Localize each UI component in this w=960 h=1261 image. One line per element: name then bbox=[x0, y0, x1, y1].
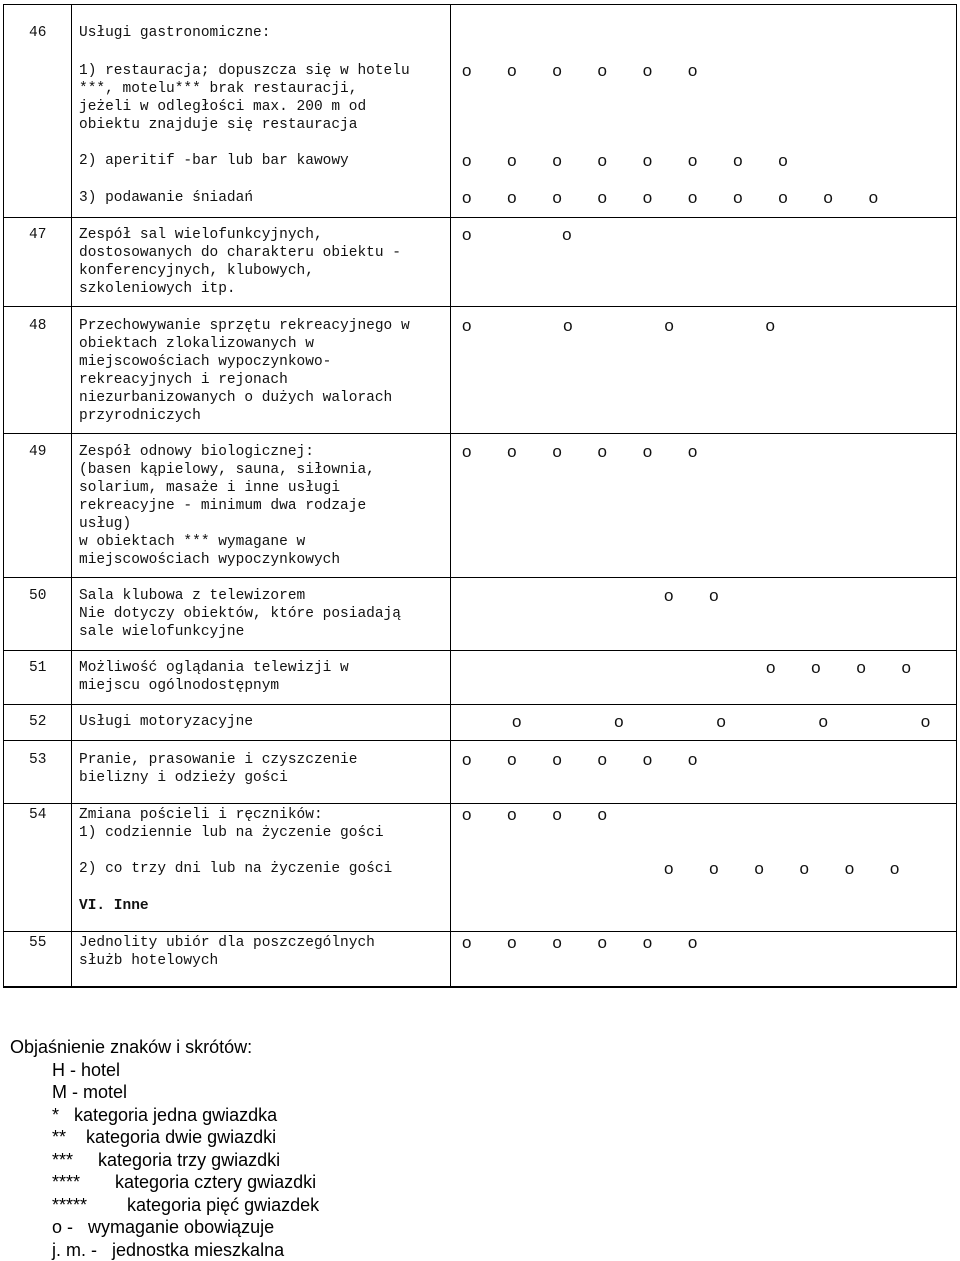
requirement-marks: o o o o o o o o bbox=[462, 151, 788, 170]
row-description: Zespół odnowy biologicznej: (basen kąpielowy, sauna, siłownia, solarium, masaże i inne usługi rekreacyjne - minimum dwa rodzaje usług) w obiektach *** wymagane w miejscowościach wypoczynkowych bbox=[79, 444, 375, 568]
requirement-marks: o o o o o o o o o o bbox=[462, 188, 879, 207]
row-description: 3) podawanie śniadań bbox=[79, 190, 254, 206]
row-number: 51 bbox=[29, 660, 47, 676]
column-divider-description bbox=[450, 4, 451, 988]
legend-item: H - hotel bbox=[52, 1059, 121, 1080]
legend-item: * kategoria jedna gwiazdka bbox=[52, 1104, 278, 1125]
legend-item: ** kategoria dwie gwiazdki bbox=[52, 1127, 277, 1147]
row-number: 46 bbox=[29, 25, 47, 41]
legend-item: M - motel bbox=[52, 1082, 128, 1102]
table-border-top bbox=[3, 4, 957, 5]
row-description: Pranie, prasowanie i czyszczenie bielizny i odzieży gości bbox=[79, 752, 358, 786]
row-divider bbox=[3, 931, 957, 932]
legend bbox=[10, 1036, 319, 1261]
row-divider bbox=[3, 433, 957, 434]
requirement-marks: o o o o o o bbox=[462, 442, 698, 461]
table-border-right bbox=[956, 4, 957, 988]
row-number: 47 bbox=[29, 227, 47, 243]
row-divider bbox=[3, 803, 957, 804]
row-number: 52 bbox=[29, 714, 47, 730]
row-description: Usługi motoryzacyjne bbox=[79, 714, 254, 730]
legend-item: j. m. - jednostka mieszkalna bbox=[52, 1239, 285, 1260]
requirement-marks: o o o o o o bbox=[462, 61, 698, 80]
row-divider bbox=[3, 704, 957, 705]
legend-item: ***** kategoria pięć gwiazdek bbox=[52, 1194, 320, 1215]
requirement-marks: o o o o o o bbox=[664, 859, 900, 878]
row-number: 49 bbox=[29, 444, 47, 460]
row-divider bbox=[3, 217, 957, 218]
row-description: 2) co trzy dni lub na życzenie gości bbox=[79, 861, 393, 877]
row-divider bbox=[3, 740, 957, 741]
row-description: Usługi gastronomiczne: bbox=[79, 25, 271, 41]
column-divider-number bbox=[71, 4, 72, 988]
legend-item: **** kategoria cztery gwiazdki bbox=[52, 1172, 317, 1192]
row-description: Jednolity ubiór dla poszczególnych służb hotelowych bbox=[79, 935, 375, 969]
table-border-left bbox=[3, 4, 4, 988]
row-description: Przechowywanie sprzętu rekreacyjnego w obiektach zlokalizowanych w miejscowościach wypoczynkowo- rekreacyjnych i rejonach niezurbanizowanych o dużych walorach przyrodniczych bbox=[79, 318, 410, 424]
requirement-marks: o o bbox=[462, 225, 572, 244]
requirement-marks: o o o o o bbox=[512, 712, 931, 731]
row-description: 1) restauracja; dopuszcza się w hotelu ***, motelu*** brak restauracji, jeżeli w odległości max. 200 m od obiektu znajduje się restauracja bbox=[79, 63, 410, 133]
section-heading: VI. Inne bbox=[79, 898, 149, 914]
row-number: 54 bbox=[29, 807, 47, 823]
requirement-marks: o o bbox=[664, 586, 719, 605]
row-divider bbox=[3, 577, 957, 578]
row-description: Zmiana pościeli i ręczników: 1) codziennie lub na życzenie gości bbox=[79, 807, 384, 841]
requirement-marks: o o o o bbox=[462, 805, 607, 824]
row-divider bbox=[3, 306, 957, 307]
legend-item: o - wymaganie obowiązuje bbox=[52, 1217, 275, 1237]
row-description: Zespół sal wielofunkcyjnych, dostosowanych do charakteru obiektu - konferencyjnych, klubowych, szkoleniowych itp. bbox=[79, 227, 401, 297]
legend-title: Objaśnienie znaków i skrótów: bbox=[10, 1037, 253, 1057]
requirement-marks: o o o o o o bbox=[462, 933, 698, 952]
row-description: Sala klubowa z telewizorem Nie dotyczy obiektów, które posiadają sale wielofunkcyjne bbox=[79, 588, 401, 640]
table-border-bottom bbox=[3, 986, 957, 988]
requirement-marks: o o o o bbox=[462, 316, 775, 335]
row-number: 53 bbox=[29, 752, 47, 768]
row-number: 55 bbox=[29, 935, 47, 951]
row-number: 50 bbox=[29, 588, 47, 604]
legend-item: *** kategoria trzy gwiazdki bbox=[52, 1149, 281, 1170]
row-divider bbox=[3, 650, 957, 651]
row-description: Możliwość oglądania telewizji w miejscu ogólnodostępnym bbox=[79, 660, 349, 694]
requirement-marks: o o o o bbox=[766, 658, 911, 677]
row-description: 2) aperitif -bar lub bar kawowy bbox=[79, 153, 349, 169]
requirement-marks: o o o o o o bbox=[462, 750, 698, 769]
row-number: 48 bbox=[29, 318, 47, 334]
